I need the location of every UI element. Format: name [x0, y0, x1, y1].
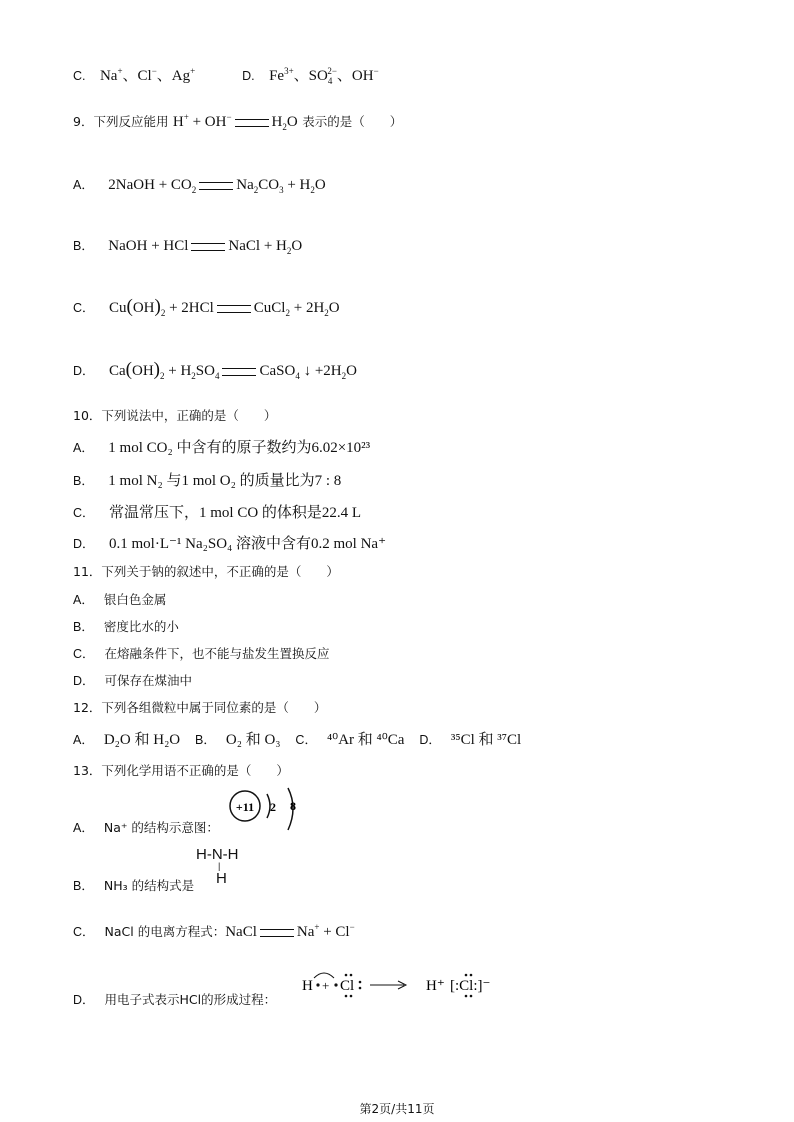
q12-option-b-label: B．	[195, 733, 216, 747]
q13-option-a-text: Na⁺ 的结构示意图：	[103, 820, 219, 835]
electron-shell-2-count: 8	[290, 799, 296, 813]
q9-option-a-text: 2NaOH + $CO_2$ $Na_2CO_3 + H_2O$	[108, 177, 326, 195]
cl-dot	[359, 987, 362, 990]
nucleus-charge: +11	[235, 800, 255, 814]
q13-option-b-label: B．	[73, 879, 94, 893]
q11-option-c	[73, 644, 330, 662]
cl-dot	[359, 981, 362, 984]
sodium-ion-structure-diagram	[226, 786, 306, 836]
q11-option-c-text: 在熔融条件下，也不能与盐发生置换反应	[104, 646, 330, 661]
hcl-electron-formation-diagram	[298, 964, 508, 1004]
cl-ion-dot	[465, 995, 468, 998]
q9-option-d-label: D．	[73, 364, 95, 378]
q9-option-c-text: $Cu(OH)_2 + 2HCl$ CuCl$_2$ + $2H_2O$	[108, 296, 340, 318]
q11-option-b	[73, 617, 179, 635]
q10-option-a-text: 1 mol CO₂ 中含有的原子数约为6.02×10²³	[108, 440, 371, 456]
q8-option-d-text: $Fe^{3+}$、$SO_4^{2-}$、OH−	[269, 66, 379, 86]
q12-option-c-label: C．	[295, 733, 317, 747]
q8-options-cd	[73, 64, 379, 86]
q13-option-c-text-pre: NaCl 的电离方程式：	[104, 924, 226, 939]
q10-option-a	[73, 436, 370, 457]
hydrogen-electron-dot	[316, 983, 319, 986]
plus-sign: +	[322, 978, 330, 993]
q12-option-d-label: D．	[419, 733, 441, 747]
q10-option-c-label: C．	[73, 506, 95, 520]
q10-option-d	[73, 532, 386, 553]
q11-option-d	[73, 671, 192, 689]
q10-option-c-text: 常温常压下，1 mol CO 的体积是22.4 L	[108, 505, 362, 521]
q9-stem	[73, 112, 402, 132]
ammonia-bond-vertical: |	[218, 861, 221, 871]
q13-option-b-text: NH₃ 的结构式是	[103, 878, 195, 893]
q11-option-b-text: 密度比水的小	[103, 619, 179, 634]
q13-option-a-label: A．	[73, 821, 94, 835]
hcl-right-chloride-ion: [:Cl:]⁻	[450, 978, 491, 994]
q11-option-b-label: B．	[73, 620, 94, 634]
q9-option-c	[73, 298, 340, 318]
hcl-left-chlorine: Cl	[340, 978, 355, 994]
q13-option-b	[73, 876, 194, 894]
q13-option-d-text: 用电子式表示HCl的形成过程：	[104, 992, 277, 1007]
q11-option-a-text: 银白色金属	[103, 592, 167, 607]
q8-option-d-label: D.	[242, 69, 255, 83]
q11-option-d-label: D．	[73, 674, 95, 688]
ammonia-structural-formula	[196, 847, 239, 886]
q12-option-a-text: D₂O 和 H₂O	[103, 732, 181, 748]
q8-option-c-text: Na+、Cl−、Ag+	[99, 66, 196, 84]
cl-dot	[345, 974, 348, 977]
cl-ion-dot	[465, 974, 468, 977]
q9-stem-equation: H+ + OH− $H_2O$	[172, 112, 298, 132]
q10-option-a-label: A．	[73, 441, 94, 455]
ammonia-formula-bottom: H	[216, 870, 227, 887]
chlorine-electron-dot-left	[334, 983, 337, 986]
q10-option-c	[73, 501, 361, 522]
q9-option-d	[73, 361, 357, 381]
cl-dot	[350, 974, 353, 977]
q9-stem-post: 表示的是（ ）	[302, 114, 403, 129]
q9-option-b	[73, 236, 302, 256]
q11-option-a	[73, 590, 166, 608]
q9-stem-pre: 9．下列反应能用	[73, 114, 169, 129]
cl-ion-dot	[470, 974, 473, 977]
q13-stem: 13．下列化学用语不正确的是（ ）	[73, 763, 289, 778]
q11-stem: 11．下列关于钠的叙述中，不正确的是（ ）	[73, 564, 339, 579]
q11-option-d-text: 可保存在煤油中	[104, 673, 193, 688]
q9-option-b-text: NaOH + HCl NaCl + $H_2O$	[108, 238, 303, 256]
cl-ion-dot	[470, 995, 473, 998]
q12-stem: 12．下列各组微粒中属于同位素的是（ ）	[73, 700, 327, 715]
q9-option-a-label: A．	[73, 178, 94, 192]
cl-dot	[350, 995, 353, 998]
cl-dot	[345, 995, 348, 998]
q13-option-c-label: C．	[73, 925, 95, 939]
q13-option-c-equation: NaCl Na+ + Cl−	[225, 922, 355, 940]
q8-option-c-label: C.	[73, 69, 86, 83]
hcl-right-hydrogen-ion: H⁺	[426, 978, 445, 994]
page-number-footer: 第2页/共11页	[359, 1102, 435, 1116]
q11-option-c-label: C．	[73, 647, 95, 661]
q9-option-a	[73, 175, 326, 195]
q13-option-d	[73, 990, 276, 1008]
q12-option-a-label: A．	[73, 733, 94, 747]
hcl-left-hydrogen: H	[302, 978, 313, 994]
q9-option-b-label: B．	[73, 239, 94, 253]
q12-options	[73, 728, 521, 749]
q11-option-a-label: A．	[73, 593, 94, 607]
q12-option-d-text: ³⁵Cl 和 ³⁷Cl	[450, 732, 522, 748]
electron-shell-1-count: 2	[270, 800, 276, 814]
q10-option-d-label: D．	[73, 537, 95, 551]
q9-option-c-label: C．	[73, 301, 95, 315]
q9-option-d-text: $Ca(OH)_2 + H_2SO_4$ CaSO$_4$ ↓ $+2H_2O$	[108, 359, 357, 381]
q10-stem: 10．下列说法中，正确的是（ ）	[73, 408, 277, 423]
q10-option-b-text: 1 mol N₂ 与1 mol O₂ 的质量比为7 : 8	[108, 473, 342, 489]
q13-option-a	[73, 818, 219, 836]
q12-option-c-text: ⁴⁰Ar 和 ⁴⁰Ca	[326, 732, 405, 748]
q10-option-b-label: B．	[73, 474, 94, 488]
q12-option-b-text: O₂ 和 O₃	[225, 732, 281, 748]
ammonia-formula-top: H-N-H	[196, 846, 239, 863]
q10-option-b	[73, 469, 341, 490]
q13-option-c	[73, 922, 355, 941]
q10-option-d-text: 0.1 mol·L⁻¹ Na₂SO₄ 溶液中含有0.2 mol Na⁺	[108, 536, 387, 552]
q13-option-d-label: D．	[73, 993, 95, 1007]
